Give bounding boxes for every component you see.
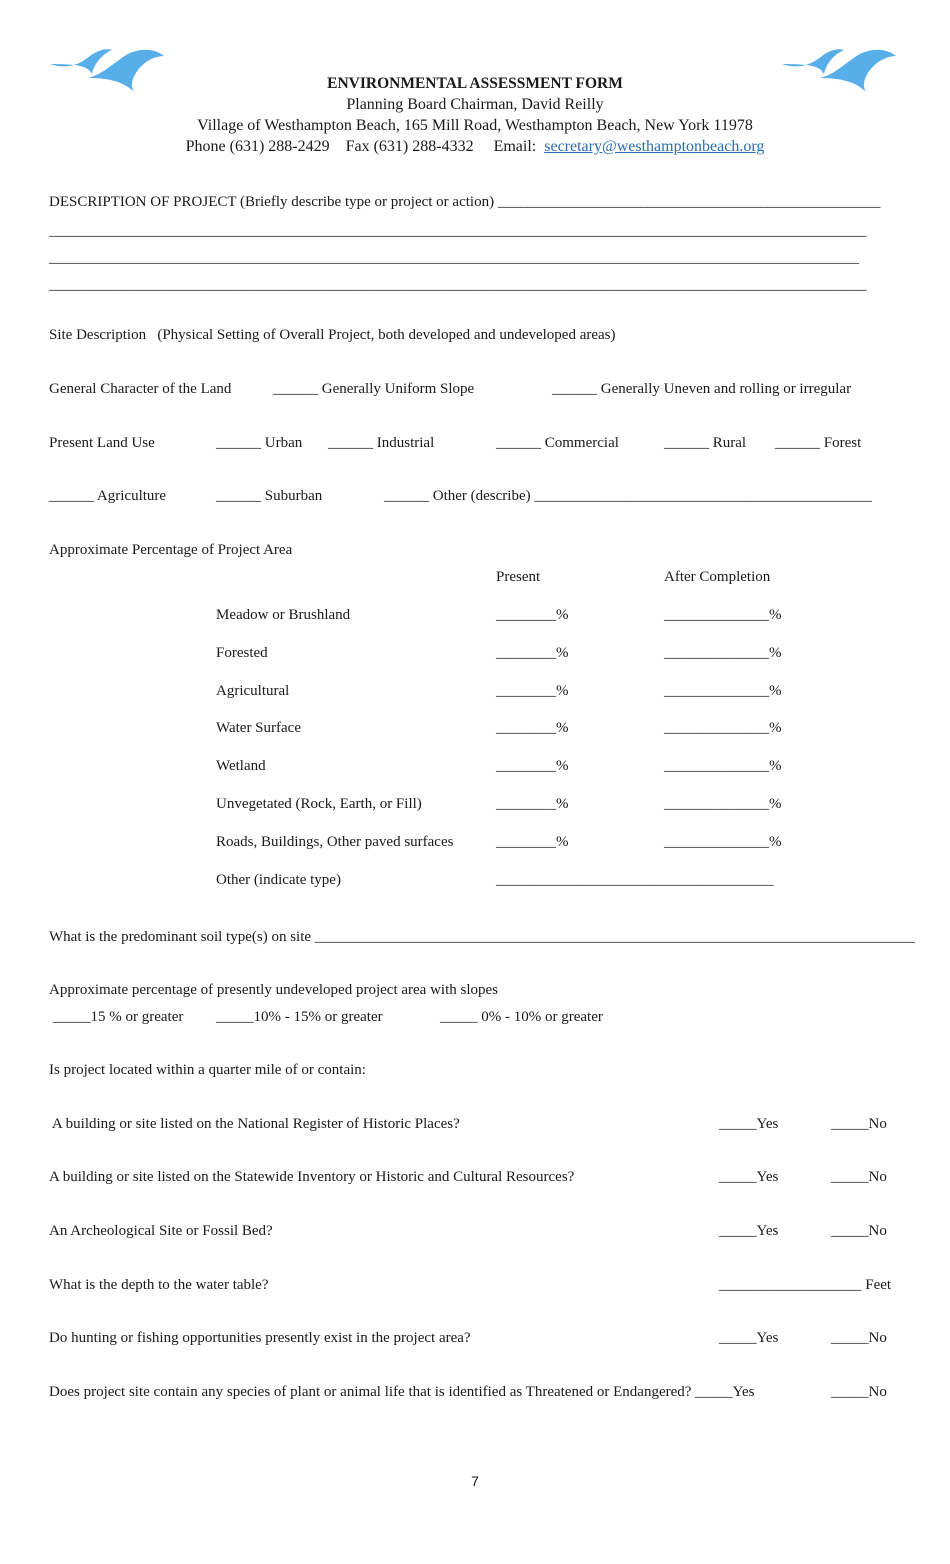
- no-option[interactable]: _____No: [831, 1384, 887, 1400]
- uniform-slope-option[interactable]: ______ Generally Uniform Slope: [273, 381, 475, 397]
- chairman-line: Planning Board Chairman, David Reilly: [346, 96, 604, 113]
- slope-option-15[interactable]: _____15 % or greater: [53, 1009, 184, 1025]
- other-use-option[interactable]: ______ Other (describe) _____________________________________________: [384, 488, 872, 504]
- after-completion-column-header: After Completion: [664, 569, 771, 585]
- email-link[interactable]: secretary@westhamptonbeach.org: [544, 138, 765, 155]
- question-archeological-site: An Archeological Site or Fossil Bed?: [49, 1223, 273, 1239]
- description-label: DESCRIPTION OF PROJECT (Briefly describe type or project or action) ___________________________________________________: [49, 194, 881, 210]
- no-option[interactable]: _____No: [831, 1330, 887, 1346]
- after-blank[interactable]: ______________%: [664, 834, 782, 850]
- slopes-label: Approximate percentage of presently undeveloped project area with slopes: [49, 982, 498, 998]
- urban-option[interactable]: ______ Urban: [216, 435, 303, 451]
- question-statewide-inventory: A building or site listed on the Statewide Inventory or Historic and Cultural Resources?: [49, 1169, 575, 1185]
- present-blank[interactable]: ________%: [496, 683, 569, 699]
- present-blank[interactable]: ________%: [496, 834, 569, 850]
- no-option[interactable]: _____No: [831, 1169, 887, 1185]
- row-label: Unvegetated (Rock, Earth, or Fill): [216, 796, 422, 812]
- address-line: Village of Westhampton Beach, 165 Mill Road, Westhampton Beach, New York 11978: [197, 117, 753, 134]
- question-endangered-species[interactable]: Does project site contain any species of plant or animal life that is identified as Threatened or Endangered? _____Yes: [49, 1384, 755, 1400]
- water-table-depth-field[interactable]: ___________________ Feet: [719, 1277, 892, 1293]
- no-option[interactable]: _____No: [831, 1223, 887, 1239]
- present-blank[interactable]: ________%: [496, 607, 569, 623]
- commercial-option[interactable]: ______ Commercial: [496, 435, 619, 451]
- row-label: Forested: [216, 645, 268, 661]
- soil-type-field[interactable]: What is the predominant soil type(s) on site ________________________________________________________________________________: [49, 929, 915, 945]
- land-use-label: Present Land Use: [49, 435, 155, 451]
- row-label: Roads, Buildings, Other paved surfaces: [216, 834, 454, 850]
- description-line-1[interactable]: _____________________________________________________________________________________________________________: [49, 223, 867, 239]
- description-line-2[interactable]: ____________________________________________________________________________________________________________: [49, 250, 859, 266]
- site-description-label: Site Description (Physical Setting of Overall Project, both developed and undeveloped areas): [49, 327, 616, 343]
- rural-option[interactable]: ______ Rural: [664, 435, 747, 451]
- page-number: 7: [471, 1473, 479, 1489]
- after-blank[interactable]: ______________%: [664, 607, 782, 623]
- question-national-register: A building or site listed on the National Register of Historic Places?: [49, 1116, 460, 1132]
- row-label: Agricultural: [216, 683, 290, 699]
- question-hunting-fishing: Do hunting or fishing opportunities presently exist in the project area?: [49, 1330, 471, 1346]
- contact-line: [0, 138, 950, 156]
- row-label: Water Surface: [216, 720, 301, 736]
- quarter-mile-intro: Is project located within a quarter mile of or contain:: [49, 1062, 366, 1078]
- after-blank[interactable]: ______________%: [664, 796, 782, 812]
- slope-option-0-10[interactable]: _____ 0% - 10% or greater: [440, 1009, 603, 1025]
- contact-text: Phone (631) 288-2429 Fax (631) 288-4332 Email:: [185, 138, 545, 155]
- yes-option[interactable]: _____Yes: [719, 1330, 779, 1346]
- yes-option[interactable]: _____Yes: [719, 1169, 779, 1185]
- question-water-table: What is the depth to the water table?: [49, 1277, 269, 1293]
- after-blank[interactable]: ______________%: [664, 683, 782, 699]
- row-label: Wetland: [216, 758, 266, 774]
- percentage-heading: Approximate Percentage of Project Area: [49, 542, 293, 558]
- after-blank[interactable]: ______________%: [664, 758, 782, 774]
- yes-option[interactable]: _____Yes: [719, 1223, 779, 1239]
- forest-option[interactable]: ______ Forest: [775, 435, 862, 451]
- present-blank[interactable]: ________%: [496, 720, 569, 736]
- suburban-option[interactable]: ______ Suburban: [216, 488, 323, 504]
- other-type-label: Other (indicate type): [216, 872, 341, 888]
- present-blank[interactable]: ________%: [496, 758, 569, 774]
- other-type-blank[interactable]: _____________________________________: [496, 872, 774, 888]
- slope-option-10-15[interactable]: _____10% - 15% or greater: [216, 1009, 383, 1025]
- agriculture-option[interactable]: ______ Agriculture: [49, 488, 167, 504]
- present-blank[interactable]: ________%: [496, 645, 569, 661]
- after-blank[interactable]: ______________%: [664, 720, 782, 736]
- row-label: Meadow or Brushland: [216, 607, 351, 623]
- industrial-option[interactable]: ______ Industrial: [328, 435, 435, 451]
- present-blank[interactable]: ________%: [496, 796, 569, 812]
- yes-option[interactable]: _____Yes: [719, 1116, 779, 1132]
- form-title: ENVIRONMENTAL ASSESSMENT FORM: [327, 75, 623, 92]
- no-option[interactable]: _____No: [831, 1116, 887, 1132]
- description-line-3[interactable]: _____________________________________________________________________________________________________________: [49, 277, 867, 293]
- after-blank[interactable]: ______________%: [664, 645, 782, 661]
- uneven-option[interactable]: ______ Generally Uneven and rolling or irregular: [552, 381, 852, 397]
- land-character-label: General Character of the Land: [49, 381, 232, 397]
- present-column-header: Present: [496, 569, 541, 585]
